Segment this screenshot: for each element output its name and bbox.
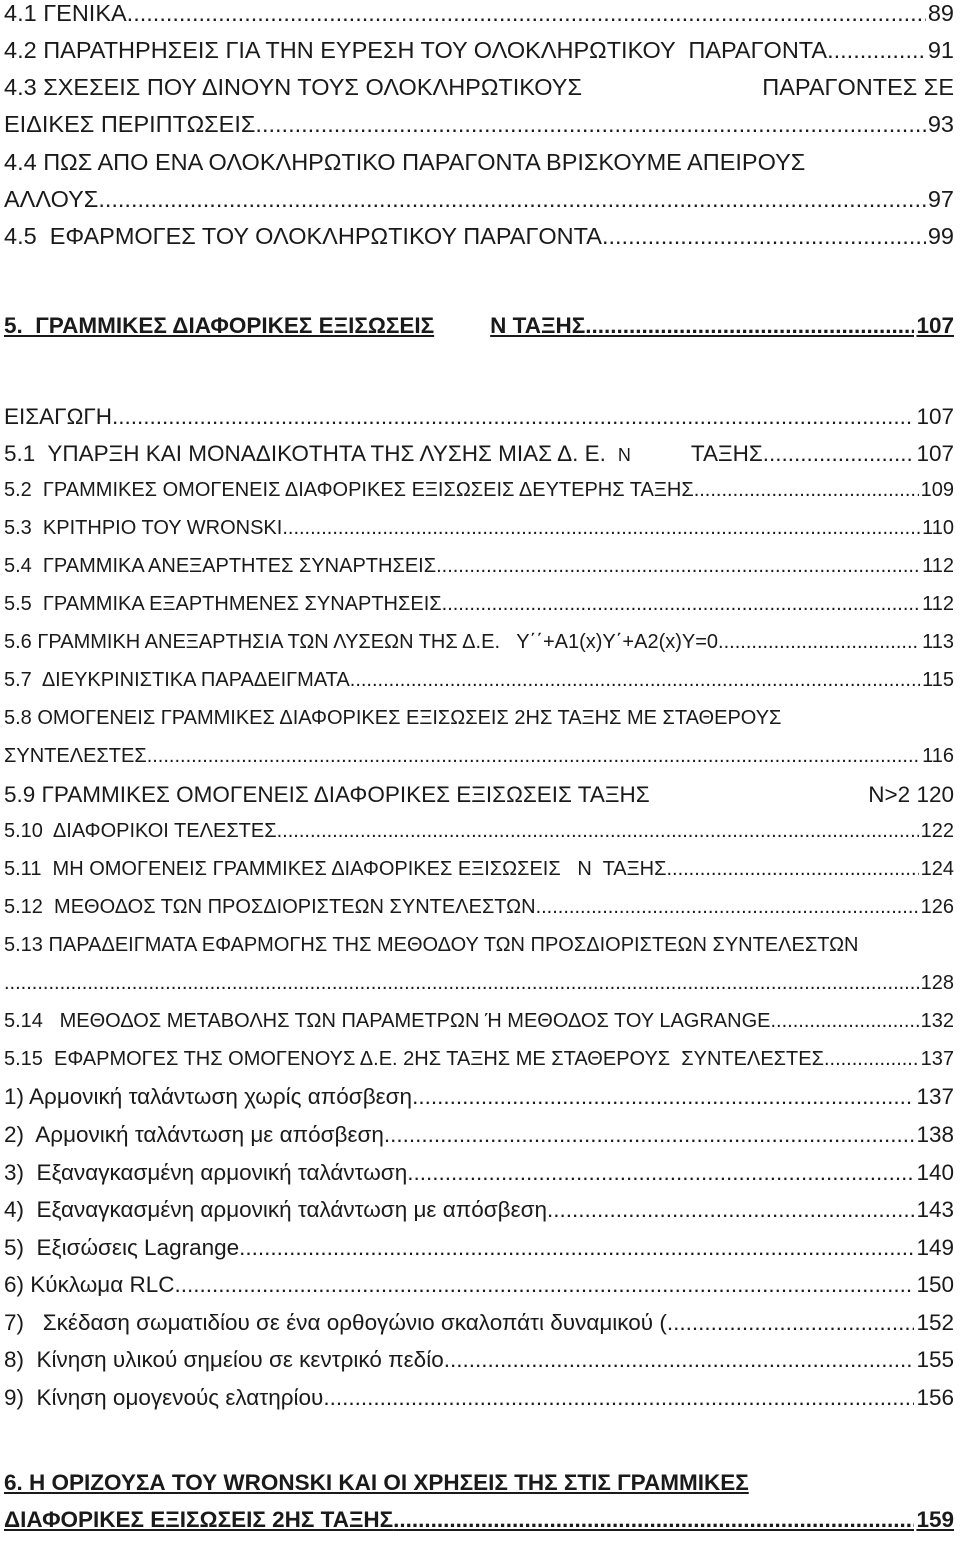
toc-application-5[interactable] bbox=[4, 1235, 954, 1261]
toc-entry-5-7[interactable] bbox=[4, 669, 954, 692]
chapter-title: 5. ΓΡΑΜΜΙΚΕΣ ΔΙΑΦΟΡΙΚΕΣ ΕΞΙΣΩΣΕΙΣ bbox=[4, 313, 435, 338]
dot-leader bbox=[282, 517, 920, 540]
entry-page: 138 bbox=[916, 1122, 954, 1147]
toc-entry-4-2[interactable] bbox=[4, 37, 954, 64]
entry-page: 124 bbox=[920, 858, 954, 880]
dot-leader bbox=[127, 0, 926, 27]
toc-entry-5-10[interactable] bbox=[4, 820, 954, 843]
entry-title-n: Ν bbox=[617, 445, 631, 465]
dot-leader bbox=[547, 1197, 914, 1223]
entry-title: 5.11 ΜΗ ΟΜΟΓΕΝΕΙΣ ΓΡΑΜΜΙΚΕΣ ΔΙΑΦΟΡΙΚΕΣ ΕΞΙΣΩΣΕΙΣ Ν ΤΑΞΗΣ bbox=[4, 858, 667, 880]
entry-page: 89 bbox=[927, 0, 954, 26]
toc-entry-5-13-line2[interactable] bbox=[4, 972, 954, 995]
entry-title: 5.13 ΠΑΡΑΔΕΙΓΜΑΤΑ ΕΦΑΡΜΟΓΗΣ ΤΗΣ ΜΕΘΟΔΟΥ ΤΩΝ ΠΡΟΣΔΙΟΡΙΣΤΕΩΝ ΣΥΝΤΕΛΕΣΤΩΝ bbox=[4, 934, 859, 956]
dot-leader bbox=[763, 441, 915, 467]
dot-leader bbox=[602, 223, 926, 250]
toc-application-6[interactable] bbox=[4, 1272, 954, 1298]
entry-page: 137 bbox=[916, 1084, 954, 1109]
dot-leader bbox=[536, 896, 919, 919]
toc-entry-intro[interactable] bbox=[4, 404, 954, 430]
entry-title-cont: ΠΑΡΑΓΟΝΤΕΣ ΣΕ bbox=[762, 74, 954, 100]
dot-leader bbox=[323, 1385, 914, 1411]
toc-entry-4-1[interactable] bbox=[4, 0, 954, 27]
entry-title: 5.7 ΔΙΕΥΚΡΙΝΙΣΤΙΚΑ ΠΑΡΑΔΕΙΓΜΑΤΑ. bbox=[4, 669, 356, 691]
entry-title: 4) Εξαναγκασμένη αρμονική ταλάντωση με απόσβεση bbox=[4, 1197, 548, 1222]
dot-leader bbox=[827, 37, 926, 64]
entry-title: 4.3 ΣΧΕΣΕΙΣ ΠΟΥ ΔΙΝΟΥΝ ΤΟΥΣ ΟΛΟΚΛΗΡΩΤΙΚΟΥΣ bbox=[4, 74, 582, 100]
dot-leader bbox=[450, 1347, 914, 1373]
entry-title: 5.14 ΜΕΘΟΔΟΣ ΜΕΤΑΒΟΛΗΣ ΤΩΝ ΠΑΡΑΜΕΤΡΩΝ Ή ΜΕΘΟΔΟΣ ΤΟΥ LAGRANGE bbox=[4, 1010, 771, 1032]
dot-leader bbox=[239, 1235, 914, 1261]
entry-page: 122 bbox=[920, 820, 954, 842]
entry-title: 4.1 ΓΕΝΙΚΑ bbox=[4, 0, 127, 26]
entry-page: 132 bbox=[920, 1010, 954, 1032]
toc-entry-5-13-line1[interactable] bbox=[4, 934, 954, 957]
chapter-title: ΔΙΑΦΟΡΙΚΕΣ ΕΞΙΣΩΣΕΙΣ 2ΗΣ ΤΑΞΗΣ bbox=[4, 1507, 394, 1532]
entry-title: 5.15 ΕΦΑΡΜΟΓΕΣ ΤΗΣ ΟΜΟΓΕΝΟΥΣ Δ.Ε. 2ΗΣ ΤΑΞΗΣ ΜΕ ΣΤΑΘΕΡΟΥΣ ΣΥΝΤΕΛΕΣΤΕΣ bbox=[4, 1048, 824, 1070]
toc-entry-5-12[interactable] bbox=[4, 896, 954, 919]
dot-leader bbox=[667, 1310, 915, 1336]
entry-page: 99 bbox=[927, 223, 954, 249]
dot-leader bbox=[98, 186, 926, 213]
dot-leader bbox=[355, 669, 920, 692]
toc-application-4[interactable] bbox=[4, 1197, 954, 1223]
toc-chapter-5[interactable] bbox=[4, 313, 954, 339]
toc-entry-5-8-line2[interactable] bbox=[4, 745, 954, 768]
dot-leader bbox=[112, 404, 914, 430]
toc-entry-5-6[interactable] bbox=[4, 631, 954, 654]
entry-title: 5.4 ΓΡΑΜΜΙΚΑ ΑΝΕΞΑΡΤΗΤΕΣ ΣΥΝΑΡΤΗΣΕΙΣ. bbox=[4, 555, 442, 577]
entry-title: 5) Εξισώσεις Lagrange bbox=[4, 1235, 240, 1260]
entry-page: 97 bbox=[927, 186, 954, 212]
entry-title: 5.9 ΓΡΑΜΜΙΚΕΣ ΟΜΟΓΕΝΕΙΣ ΔΙΑΦΟΡΙΚΕΣ ΕΞΙΣΩΣΕΙΣ ΤΑΞΗΣ bbox=[4, 782, 650, 807]
entry-page: 109 bbox=[920, 479, 954, 501]
toc-chapter-6-line2[interactable] bbox=[4, 1507, 954, 1533]
toc-entry-4-4-line2[interactable] bbox=[4, 186, 954, 213]
toc-application-9[interactable] bbox=[4, 1385, 954, 1411]
chapter-page: 107 bbox=[916, 313, 954, 338]
entry-title-cont: Ν>2 120 bbox=[868, 782, 954, 807]
entry-title: 5.12 ΜΕΘΟΔΟΣ ΤΩΝ ΠΡΟΣΔΙΟΡΙΣΤΕΩΝ ΣΥΝΤΕΛΕΣΤΩΝ bbox=[4, 896, 536, 918]
toc-entry-5-2[interactable] bbox=[4, 479, 954, 502]
toc-entry-4-4-line1[interactable] bbox=[4, 149, 954, 176]
entry-title: 5.10 ΔΙΑΦΟΡΙΚΟΙ ΤΕΛΕΣΤΕΣ bbox=[4, 820, 277, 842]
dot-leader bbox=[255, 111, 925, 138]
toc-application-7[interactable] bbox=[4, 1310, 954, 1336]
toc-entry-5-8-line1[interactable] bbox=[4, 707, 954, 730]
entry-title: 9) Κίνηση ομογενούς ελατηρίου bbox=[4, 1385, 324, 1410]
entry-page: 128 bbox=[920, 972, 954, 994]
entry-page: 116 bbox=[922, 745, 954, 767]
dot-leader bbox=[147, 745, 920, 768]
entry-title: 5.1 ΥΠΑΡΞΗ ΚΑΙ ΜΟΝΑΔΙΚΟΤΗΤΑ ΤΗΣ ΛΥΣΗΣ ΜΙΑΣ Δ. Ε. bbox=[4, 441, 606, 466]
dot-leader bbox=[407, 1160, 914, 1186]
dot-leader bbox=[442, 555, 920, 578]
entry-title: 8) Κίνηση υλικού σημείου σε κεντρικό πεδίο. bbox=[4, 1347, 450, 1372]
toc-entry-5-3[interactable] bbox=[4, 517, 954, 540]
entry-page: 150 bbox=[916, 1272, 954, 1297]
entry-page: 137 bbox=[920, 1048, 954, 1070]
toc-entry-4-3-line2[interactable] bbox=[4, 111, 954, 138]
entry-page: 126 bbox=[920, 896, 954, 918]
entry-page: 115 bbox=[922, 669, 954, 691]
dot-leader bbox=[770, 1010, 918, 1033]
entry-page: 91 bbox=[927, 37, 954, 63]
entry-title-cont: ΤΑΞΗΣ bbox=[690, 441, 763, 466]
entry-page: 140 bbox=[916, 1160, 954, 1185]
entry-title: 5.3 ΚΡΙΤΗΡΙΟ ΤΟΥ WRONSKI bbox=[4, 517, 283, 539]
chapter-title-cont: Ν ΤΑΞΗΣ bbox=[490, 313, 586, 338]
dot-leader bbox=[694, 479, 919, 502]
entry-title: ΣΥΝΤΕΛΕΣΤΕΣ bbox=[4, 745, 147, 767]
entry-page: 107 bbox=[916, 441, 954, 466]
dot-leader bbox=[277, 820, 919, 843]
entry-page: 93 bbox=[927, 111, 954, 137]
entry-title: 5.6 ΓΡΑΜΜΙΚΗ ΑΝΕΞΑΡΤΗΣΙΑ ΤΩΝ ΛΥΣΕΩΝ ΤΗΣ Δ.Ε. Υ΄΄+Α1(x)Υ΄+Α2(x)Υ=0 bbox=[4, 631, 719, 653]
entry-page: 113 bbox=[922, 631, 954, 653]
dot-leader bbox=[418, 1084, 914, 1110]
toc-chapter-6-line1[interactable] bbox=[4, 1470, 954, 1496]
entry-title: 5.2 ΓΡΑΜΜΙΚΕΣ ΟΜΟΓΕΝΕΙΣ ΔΙΑΦΟΡΙΚΕΣ ΕΞΙΣΩΣΕΙΣ ΔΕΥΤΕΡΗΣ ΤΑΞΗΣ bbox=[4, 479, 694, 501]
entry-title: 7) Σκέδαση σωματιδίου σε ένα ορθογώνιο σκαλοπάτι δυναμικού ( bbox=[4, 1310, 667, 1335]
entry-page: 112 bbox=[922, 593, 954, 615]
entry-page: 155 bbox=[916, 1347, 954, 1372]
chapter-page: 159 bbox=[916, 1507, 954, 1532]
toc-entry-5-11[interactable] bbox=[4, 858, 954, 881]
toc-entry-5-1[interactable] bbox=[4, 441, 954, 467]
dot-leader bbox=[718, 631, 920, 654]
toc-application-1[interactable] bbox=[4, 1084, 954, 1110]
entry-title: 4.5 ΕΦΑΡΜΟΓΕΣ ΤΟΥ ΟΛΟΚΛΗΡΩΤΙΚΟΥ ΠΑΡΑΓΟΝΤΑ bbox=[4, 223, 602, 249]
dot-leader bbox=[175, 1272, 915, 1298]
entry-page: 156 bbox=[916, 1385, 954, 1410]
toc-entry-4-5[interactable] bbox=[4, 223, 954, 250]
entry-title: ΕΙΣΑΓΩΓΗ bbox=[4, 404, 113, 429]
entry-title: ΕΙΔΙΚΕΣ ΠΕΡΙΠΤΩΣΕΙΣ bbox=[4, 111, 256, 137]
entry-title: 2) Αρμονική ταλάντωση με απόσβεση. bbox=[4, 1122, 391, 1147]
toc-application-3[interactable] bbox=[4, 1160, 954, 1186]
toc-entry-5-9[interactable] bbox=[4, 782, 954, 808]
dot-leader bbox=[824, 1048, 919, 1071]
dot-leader bbox=[666, 858, 918, 881]
entry-title: 6) Κύκλωμα RLC bbox=[4, 1272, 175, 1297]
toc-entry-5-14[interactable] bbox=[4, 1010, 954, 1033]
dot-leader bbox=[442, 593, 920, 616]
entry-title: 1) Αρμονική ταλάντωση χωρίς απόσβεση. bbox=[4, 1084, 419, 1109]
toc-entry-4-3-line1[interactable] bbox=[4, 74, 954, 101]
entry-title: ΑΛΛΟΥΣ bbox=[4, 186, 99, 212]
entry-title: 3) Εξαναγκασμένη αρμονική ταλάντωση bbox=[4, 1160, 408, 1185]
entry-page: 110 bbox=[922, 517, 954, 539]
toc-entry-5-15[interactable] bbox=[4, 1048, 954, 1071]
toc-entry-5-5[interactable] bbox=[4, 593, 954, 616]
entry-page: 143 bbox=[916, 1197, 954, 1222]
toc-application-2[interactable] bbox=[4, 1122, 954, 1148]
toc-application-8[interactable] bbox=[4, 1347, 954, 1373]
dot-leader bbox=[393, 1507, 914, 1533]
entry-title: 5.8 ΟΜΟΓΕΝΕΙΣ ΓΡΑΜΜΙΚΕΣ ΔΙΑΦΟΡΙΚΕΣ ΕΞΙΣΩΣΕΙΣ 2ΗΣ ΤΑΞΗΣ ΜΕ ΣΤΑΘΕΡΟΥΣ bbox=[4, 707, 782, 729]
entry-page: 107 bbox=[916, 404, 954, 429]
dot-leader bbox=[4, 972, 919, 995]
entry-page: 152 bbox=[916, 1310, 954, 1335]
entry-title: 4.2 ΠΑΡΑΤΗΡΗΣΕΙΣ ΓΙΑ ΤΗΝ ΕΥΡΕΣΗ ΤΟΥ ΟΛΟΚΛΗΡΩΤΙΚΟΥ ΠΑΡΑΓΟΝΤΑ bbox=[4, 37, 828, 63]
toc-entry-5-4[interactable] bbox=[4, 555, 954, 578]
entry-page: 112 bbox=[922, 555, 954, 577]
entry-title: 5.5 ΓΡΑΜΜΙΚΑ ΕΞΑΡΤΗΜΕΝΕΣ ΣΥΝΑΡΤΗΣΕΙΣ bbox=[4, 593, 442, 615]
entry-title: 4.4 ΠΩΣ ΑΠΟ ΕΝΑ ΟΛΟΚΛΗΡΩΤΙΚΟ ΠΑΡΑΓΟΝΤΑ ΒΡΙΣΚΟΥΜΕ ΑΠΕΙΡΟΥΣ bbox=[4, 149, 806, 175]
dot-leader bbox=[585, 313, 914, 339]
dot-leader bbox=[390, 1122, 914, 1148]
entry-page: 149 bbox=[916, 1235, 954, 1260]
chapter-title: 6. Η ΟΡΙΖΟΥΣΑ ΤΟΥ WRONSKI ΚΑΙ ΟΙ ΧΡΗΣΕΙΣ ΤΗΣ ΣΤΙΣ ΓΡΑΜΜΙΚΕΣ bbox=[4, 1470, 749, 1495]
